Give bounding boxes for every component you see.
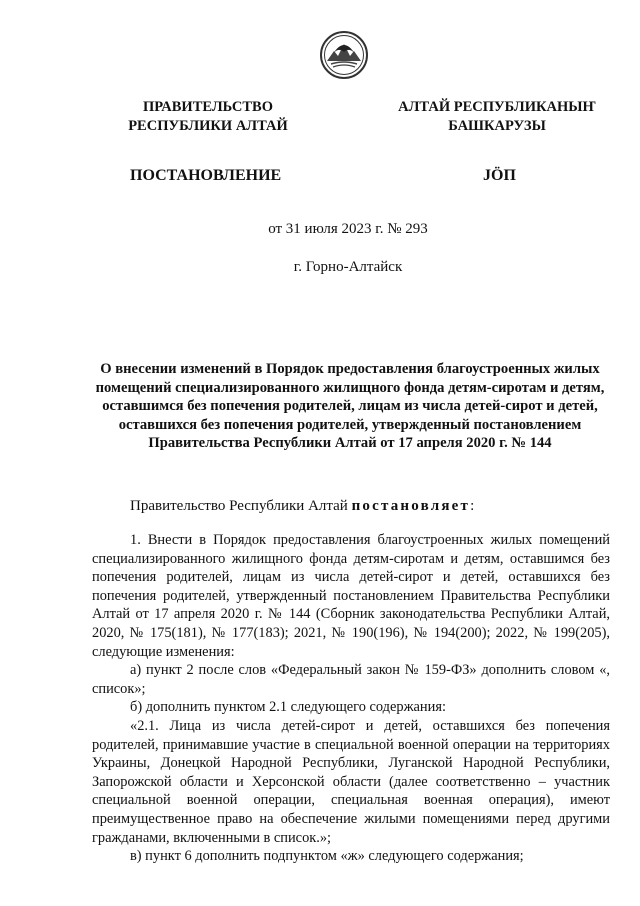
decree-verb: постановляет <box>351 498 471 514</box>
document-body <box>92 531 610 866</box>
issuer-altai-line1: АЛТАЙ РЕСПУБЛИКАНЫҤ <box>398 99 596 115</box>
paragraph-a: а) пункт 2 после слов «Федеральный закон № 159-ФЗ» дополнить словом «, список»; <box>92 662 610 697</box>
document-title: О внесении изменений в Порядок предоставления благоустроенных жилых помещений специализированного жилищного фонда детям-сиротам и детям, оставшимся без попечения родителей, лицам из числа детей-сирот и детей, оставшихся без попечения родителей, утвержденный постановлением Правительства Республики Алтай от 17 апреля 2020 г. № 144 <box>95 361 605 452</box>
document-date-number: от 31 июля 2023 г. № 293 <box>268 221 428 237</box>
paragraph-b: б) дополнить пунктом 2.1 следующего содержания: <box>130 699 446 716</box>
issuer-russian-line1: ПРАВИТЕЛЬСТВО <box>143 99 273 115</box>
issuer-altai-line2: БАШКАРУЗЫ <box>448 118 546 134</box>
issuer-russian-line2: РЕСПУБЛИКИ АЛТАЙ <box>128 118 288 134</box>
paragraph-v: в) пункт 6 дополнить подпунктом «ж» следующего содержания; <box>130 848 524 865</box>
paragraph-1: 1. Внести в Порядок предоставления благоустроенных жилых помещений специализированного жилищного фонда детям-сиротам и детям, оставшимся без попечения родителей, лицам из числа детей-сирот и детей, оставшихся без попечения родителей, утвержденный постановлением Правительства Республики Алтай от 17 апреля 2020 г. № 144 (Сборник законодательства Республики Алтай, 2020, № 175(181), № 177(183); 2021, № 190(196), № 194(200); 2022, № 199(205), следующие изменения: <box>92 532 610 660</box>
doc-type-altai: JÖП <box>483 167 516 184</box>
doc-type-russian: ПОСТАНОВЛЕНИЕ <box>130 167 282 184</box>
decree-prefix: Правительство Республики Алтай <box>130 498 352 514</box>
issuer-altai <box>392 98 602 136</box>
paragraph-quote-2-1: «2.1. Лица из числа детей-сирот и детей, оставшихся без попечения родителей, принимавшие участие в специальной военной операции на территориях Украины, Донецкой Народной Республики, Луганской Народной Республики, Запорожской области и Херсонской области (далее соответственно – участник специальной военной операции, специальная военная операция), имеют преимущественное право на обеспечение жилыми помещениями перед другими гражданами, включенными в список.»; <box>92 717 610 846</box>
decree-line <box>130 498 474 515</box>
document-city: г. Горно-Алтайск <box>293 259 403 275</box>
issuer-russian <box>108 98 308 136</box>
decree-suffix: : <box>470 498 475 514</box>
coat-of-arms-emblem <box>319 30 369 80</box>
